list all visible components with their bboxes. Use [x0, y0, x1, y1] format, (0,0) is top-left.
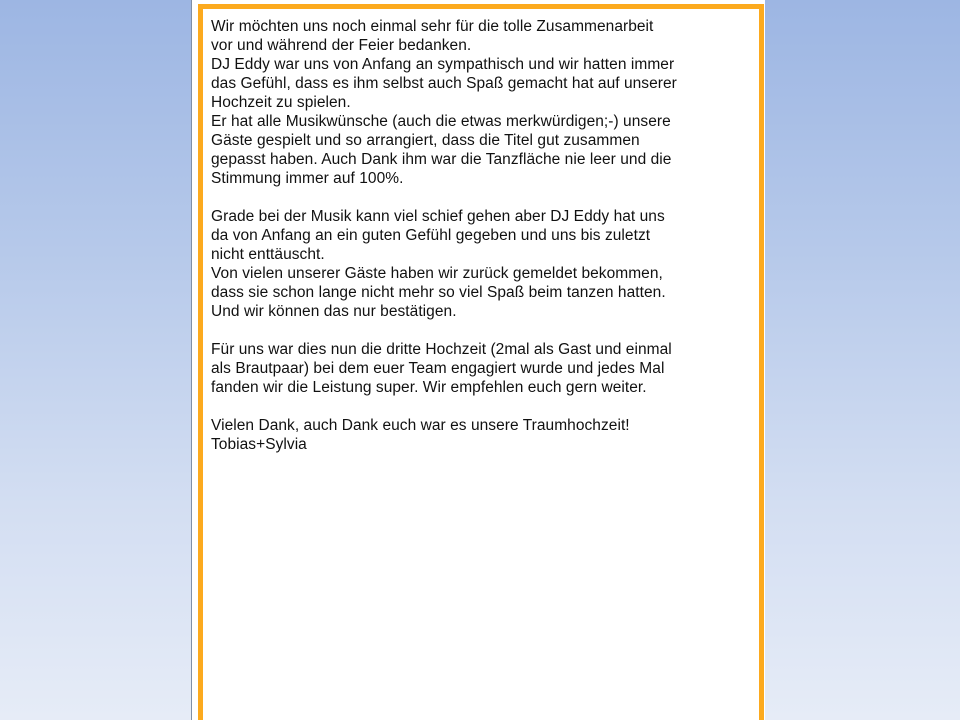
text-line: Vielen Dank, auch Dank euch war es unsere Traumhochzeit! [211, 417, 630, 434]
text-line: gepasst haben. Auch Dank ihm war die Tanzfläche nie leer und die [211, 151, 672, 168]
paragraph-music [211, 207, 759, 321]
text-line: Stimmung immer auf 100%. [211, 170, 404, 187]
text-line: vor und während der Feier bedanken. [211, 37, 472, 54]
text-line: fanden wir die Leistung super. Wir empfehlen euch gern weiter. [211, 379, 647, 396]
paragraph-closing [211, 416, 759, 454]
text-line: Von vielen unserer Gäste haben wir zurück gemeldet bekommen, [211, 265, 663, 282]
orange-frame [198, 4, 764, 720]
paragraph-recommendation [211, 340, 759, 397]
signature: Tobias+Sylvia [211, 436, 307, 453]
text-line: Gäste gespielt und so arrangiert, dass die Titel gut zusammen [211, 132, 640, 149]
text-line: Und wir können das nur bestätigen. [211, 303, 457, 320]
testimonial-letter [211, 17, 759, 473]
text-line: Wir möchten uns noch einmal sehr für die tolle Zusammenarbeit [211, 18, 654, 35]
text-line: Grade bei der Musik kann viel schief gehen aber DJ Eddy hat uns [211, 208, 665, 225]
text-line: Er hat alle Musikwünsche (auch die etwas merkwürdigen;-) unsere [211, 113, 671, 130]
paragraph-thanks [211, 17, 759, 188]
text-line: Hochzeit zu spielen. [211, 94, 351, 111]
text-line: das Gefühl, dass es ihm selbst auch Spaß gemacht hat auf unserer [211, 75, 677, 92]
text-line: als Brautpaar) bei dem euer Team engagiert wurde und jedes Mal [211, 360, 665, 377]
text-line: DJ Eddy war uns von Anfang an sympathisch und wir hatten immer [211, 56, 675, 73]
text-line: Für uns war dies nun die dritte Hochzeit (2mal als Gast und einmal [211, 341, 672, 358]
text-line: nicht enttäuscht. [211, 246, 325, 263]
text-line: da von Anfang an ein guten Gefühl gegeben und uns bis zuletzt [211, 227, 651, 244]
letter-sheet [191, 0, 765, 720]
text-line: dass sie schon lange nicht mehr so viel Spaß beim tanzen hatten. [211, 284, 666, 301]
